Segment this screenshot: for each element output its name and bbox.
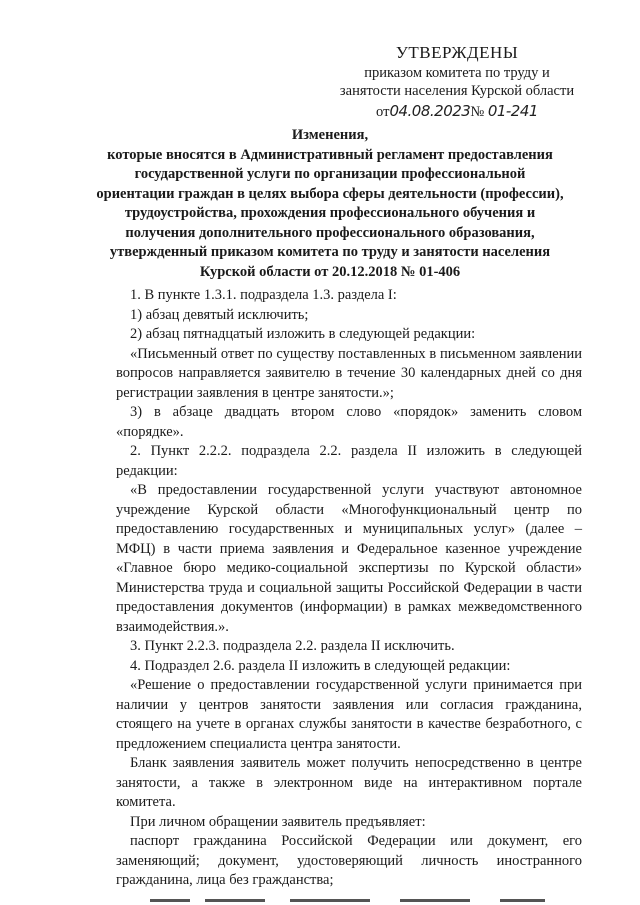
title-line: получения дополнительного профессионального образования,: [125, 224, 535, 241]
scan-mark: [400, 899, 470, 902]
title-line: Изменения,: [291, 127, 369, 143]
title-line: Курской области от 20.12.2018 № 01-406: [199, 263, 461, 280]
approval-line-2: занятости населения Курской области: [339, 83, 575, 99]
body-paragraph: 3. Пункт 2.2.3. подраздела 2.2. раздела II исключить.: [130, 638, 455, 654]
scan-edge-artifact: [0, 897, 640, 905]
body-paragraph: паспорт гражданина Российской Федерации или документ, его заменяющий; документ, удостоверяющий личность иностранного гражданина, лица без гражданства;: [116, 833, 582, 888]
title-line: государственной услуги по организации профессиональной: [134, 166, 526, 182]
body-paragraph: 2. Пункт 2.2.2. подраздела 2.2. раздела II изложить в следующей редакции:: [116, 443, 582, 479]
approval-stamp-block: [322, 42, 592, 122]
title-line: утвержденный приказом комитета по труду и занятости населения: [109, 244, 551, 260]
body-paragraph: «В предоставлении государственной услуги участвуют автономное учреждение Курской области «Многофункциональный центр по предоставлению государственных и муниципальных услуг» (далее – МФЦ) в части приема заявления и Федеральное казенное учреждение «Главное бюро медико-социальной экспертизы по Курской области» Министерства труда и социальной защиты Российской Федерации в части предоставления документов (информации) в рамках межведомственного взаимодействия.».: [116, 482, 582, 635]
body-paragraph: 1) абзац девятый исключить;: [130, 306, 309, 323]
scan-mark: [205, 899, 265, 902]
title-line: трудоустройства, прохождения профессионального обучения и: [124, 205, 536, 221]
body-paragraph: При личном обращении заявитель предъявляет:: [130, 813, 426, 830]
body-paragraph: 1. В пункте 1.3.1. подраздела 1.3. раздела I:: [130, 287, 397, 303]
order-number-prefix: №: [470, 104, 485, 120]
approved-heading: УТВЕРЖДЕНЫ: [395, 43, 519, 62]
body-paragraph: «Письменный ответ по существу поставленных в письменном заявлении вопросов направляется заявителю в течение 30 календарных дней со дня регистрации заявления в центре занятости.»;: [116, 345, 582, 401]
order-date-number: [322, 101, 592, 122]
scan-mark: [150, 899, 190, 902]
handwritten-order-number: 01-241: [487, 102, 538, 120]
body-paragraph: 4. Подраздел 2.6. раздела II изложить в следующей редакции:: [130, 657, 511, 674]
document-title: [90, 126, 570, 282]
document-body: [116, 286, 582, 891]
order-from-prefix: от: [376, 104, 390, 120]
body-paragraph: 2) абзац пятнадцатый изложить в следующей редакции:: [130, 326, 476, 342]
handwritten-date: 04.08.2023: [389, 102, 471, 120]
scan-mark: [500, 899, 545, 902]
title-line: ориентации граждан в целях выбора сферы деятельности (профессии),: [96, 185, 564, 202]
scan-mark: [290, 899, 370, 902]
body-paragraph: Бланк заявления заявитель может получить непосредственно в центре занятости, а также в электронном виде на интерактивном портале комитета.: [116, 755, 582, 810]
body-paragraph: 3) в абзаце двадцать втором слово «порядок» заменить словом «порядке».: [116, 404, 582, 440]
body-paragraph: «Решение о предоставлении государственной услуги принимается при наличии у центров занятости заявления или согласия гражданина, стоящего на учете в органах службы занятости в качестве безработного, с предложением специалиста центра занятости.: [116, 677, 582, 752]
approval-line-1: приказом комитета по труду и: [364, 65, 550, 81]
title-line: которые вносятся в Административный регламент предоставления: [107, 146, 553, 163]
